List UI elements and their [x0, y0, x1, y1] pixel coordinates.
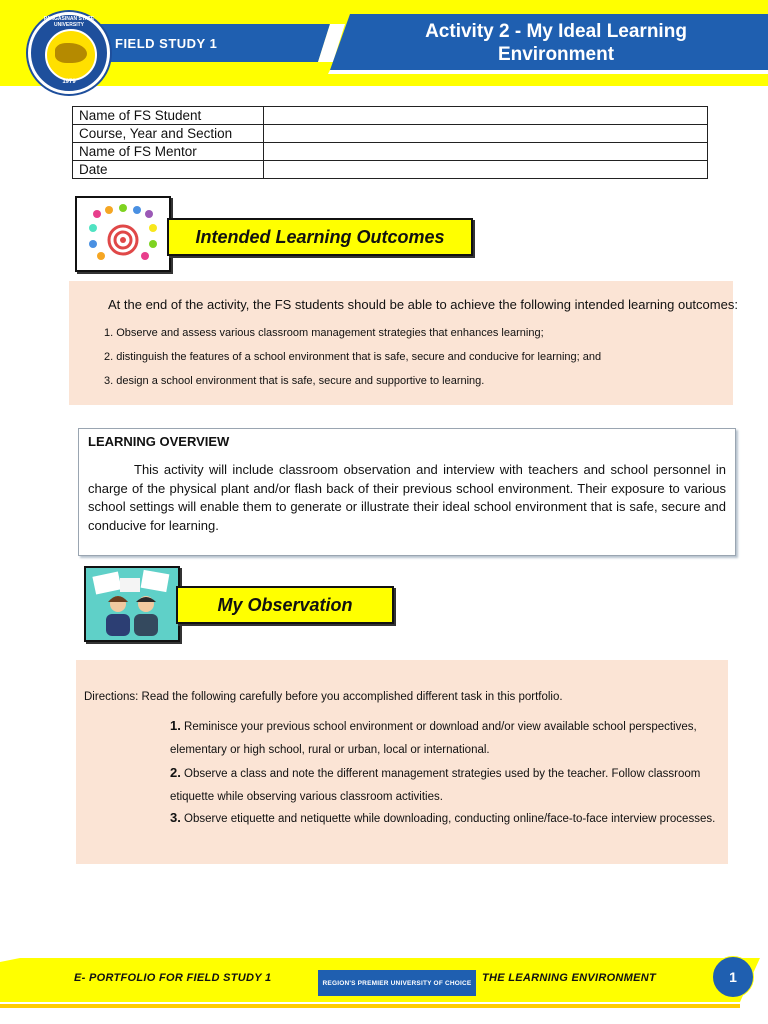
- table-row: [73, 107, 708, 125]
- item-number: 3.: [170, 810, 181, 825]
- row-value-field[interactable]: [264, 161, 708, 179]
- seal-text: PANGASINAN STATE UNIVERSITY: [43, 16, 95, 28]
- row-label: Date: [73, 161, 264, 179]
- item-number: 1.: [170, 718, 181, 733]
- table-row: [73, 125, 708, 143]
- item-text: Observe etiquette and netiquette while downloading, conducting online/face-to-face interview processes.: [184, 813, 716, 825]
- list-item: 1. Observe and assess various classroom management strategies that enhances learning;: [104, 327, 544, 339]
- directions-text: Directions: Read the following carefully before you accomplished different task in this portfolio.: [84, 691, 563, 703]
- section-heading-outcomes: Intended Learning Outcomes: [167, 218, 473, 256]
- row-value-field[interactable]: [264, 143, 708, 161]
- item-text: Reminisce your previous school environment or download and/or view available school perspectives, elementary or high school, rural or urban, local or international.: [170, 721, 697, 756]
- item-number: 2.: [170, 765, 181, 780]
- footer-right-text: THE LEARNING ENVIRONMENT: [482, 972, 657, 984]
- university-seal-logo: [28, 12, 110, 94]
- row-value-field[interactable]: [264, 125, 708, 143]
- list-item: [170, 714, 718, 762]
- page-number-badge: 1: [712, 956, 754, 998]
- lion-emblem-icon: [55, 43, 87, 63]
- footer-tagline: REGION'S PREMIER UNIVERSITY OF CHOICE: [318, 970, 476, 996]
- seal-year: 1979: [62, 79, 76, 85]
- page-title: Activity 2 - My Ideal Learning Environment: [425, 21, 687, 65]
- overview-text: This activity will include classroom observation and interview with teachers and school personnel in charge of the physical plant and/or flash back of their previous school environment. Their exposure to various school settings will enable them to generate or illustrate their ideal school environment that is safe, secure and conducive for learning.: [88, 462, 726, 533]
- section-heading-observation: My Observation: [176, 586, 394, 624]
- row-label: Name of FS Student: [73, 107, 264, 125]
- list-item: 3. design a school environment that is safe, secure and supportive to learning.: [104, 375, 485, 387]
- item-text: Observe a class and note the different management strategies used by the teacher. Follow classroom etiquette while observing various classroom activities.: [170, 768, 701, 803]
- table-row: [73, 143, 708, 161]
- learning-outcomes-target-icon: [75, 196, 171, 272]
- list-item: [170, 761, 718, 809]
- table-row: [73, 161, 708, 179]
- outcomes-intro-text: At the end of the activity, the FS students should be able to achieve the following intended learning outcomes:: [108, 297, 738, 312]
- overview-title: LEARNING OVERVIEW: [88, 434, 230, 449]
- footer-left-text: E- PORTFOLIO FOR FIELD STUDY 1: [74, 972, 272, 984]
- row-label: Name of FS Mentor: [73, 143, 264, 161]
- student-info-table: [72, 106, 708, 179]
- list-item: [170, 806, 718, 831]
- course-label: FIELD STUDY 1: [115, 36, 218, 51]
- row-value-field[interactable]: [264, 107, 708, 125]
- list-item: 2. distinguish the features of a school environment that is safe, secure and conducive for learning; and: [104, 351, 602, 363]
- observation-people-icon: [84, 566, 180, 642]
- row-label: Course, Year and Section: [73, 125, 264, 143]
